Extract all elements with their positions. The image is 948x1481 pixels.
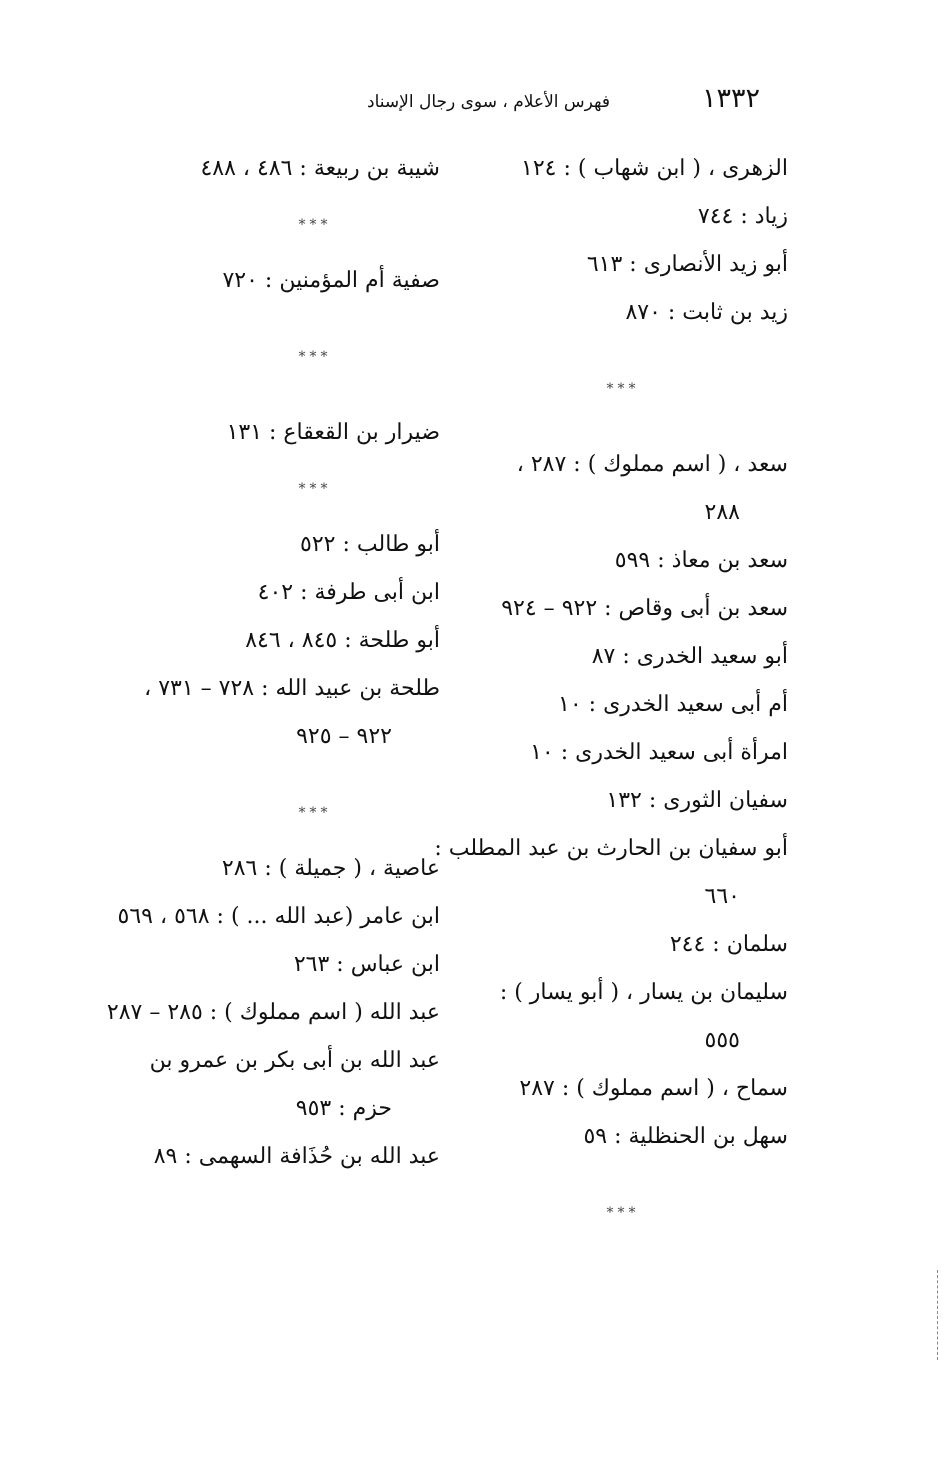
section-separator: *** (298, 805, 332, 821)
index-entry: أبو زيد الأنصارى : ٦١٣ (586, 252, 788, 277)
index-entry: الزهرى ، ( ابن شهاب ) : ١٢٤ (521, 156, 788, 181)
index-entry: ضيرار بن القعقاع : ١٣١ (226, 420, 440, 445)
index-entry-continuation: ٢٨٨ (704, 500, 740, 525)
index-entry: أبو طالب : ٥٢٢ (300, 532, 440, 557)
index-entry: سماح ، ( اسم مملوك ) : ٢٨٧ (519, 1076, 788, 1101)
index-entry: أم أبى سعيد الخدرى : ١٠ (558, 692, 788, 717)
index-entry: صفية أم المؤمنين : ٧٢٠ (222, 268, 440, 293)
index-entry: سفيان الثورى : ١٣٢ (606, 788, 788, 813)
index-entry: طلحة بن عبيد الله : ٧٢٨ – ٧٣١ ، (144, 676, 440, 701)
index-entry: ابن عامر (عبد الله ... ) : ٥٦٨ ، ٥٦٩ (117, 904, 440, 929)
section-separator: *** (606, 1205, 640, 1221)
index-entry: سعد بن معاذ : ٥٩٩ (614, 548, 788, 573)
index-entry-continuation: ٦٦٠ (704, 884, 740, 909)
index-entry: سليمان بن يسار ، ( أبو يسار ) : (499, 980, 788, 1005)
index-entry: عبد الله بن أبى بكر بن عمرو بن (149, 1048, 440, 1073)
index-entry: سلمان : ٢٤٤ (669, 932, 788, 957)
index-entry: ابن أبى طرفة : ٤٠٢ (257, 580, 440, 605)
index-entry: ابن عباس : ٢٦٣ (293, 952, 440, 977)
index-entry-continuation: ٩٢٢ – ٩٢٥ (296, 724, 392, 749)
section-separator: *** (298, 481, 332, 497)
scan-edge-mark (935, 1270, 938, 1360)
index-entry: شيبة بن ربيعة : ٤٨٦ ، ٤٨٨ (200, 156, 440, 181)
index-entry: سعد ، ( اسم مملوك ) : ٢٨٧ ، (516, 452, 788, 477)
section-separator: *** (606, 381, 640, 397)
index-column-left (90, 145, 440, 1181)
page-header (150, 82, 760, 122)
index-entry: أبو سفيان بن الحارث بن عبد المطلب : (434, 836, 788, 861)
index-entry: زيد بن ثابت : ٨٧٠ (625, 300, 788, 325)
index-entry: سهل بن الحنظلية : ٥٩ (583, 1124, 788, 1149)
index-entry: زياد : ٧٤٤ (697, 204, 788, 229)
index-entry-continuation: ٥٥٥ (704, 1028, 740, 1053)
index-entry: أبو سعيد الخدرى : ٨٧ (591, 644, 788, 669)
index-entry: عاصية ، ( جميلة ) : ٢٨٦ (221, 856, 440, 881)
index-entry-continuation: حزم : ٩٥٣ (295, 1096, 392, 1121)
index-entry: عبد الله بن حُذَافة السهمى : ٨٩ (153, 1144, 440, 1169)
index-entry: أبو طلحة : ٨٤٥ ، ٨٤٦ (245, 628, 440, 653)
index-entry: سعد بن أبى وقاص : ٩٢٢ – ٩٢٤ (501, 596, 788, 621)
index-entry: عبد الله ( اسم مملوك ) : ٢٨٥ – ٢٨٧ (106, 1000, 440, 1025)
index-column-right (434, 145, 788, 1225)
page-number: ١٣٣٢ (701, 83, 760, 114)
section-separator: *** (298, 217, 332, 233)
section-separator: *** (298, 349, 332, 365)
running-title: فهرس الأعلام ، سوى رجال الإسناد (367, 92, 610, 112)
index-entry: امرأة أبى سعيد الخدرى : ١٠ (530, 740, 788, 765)
